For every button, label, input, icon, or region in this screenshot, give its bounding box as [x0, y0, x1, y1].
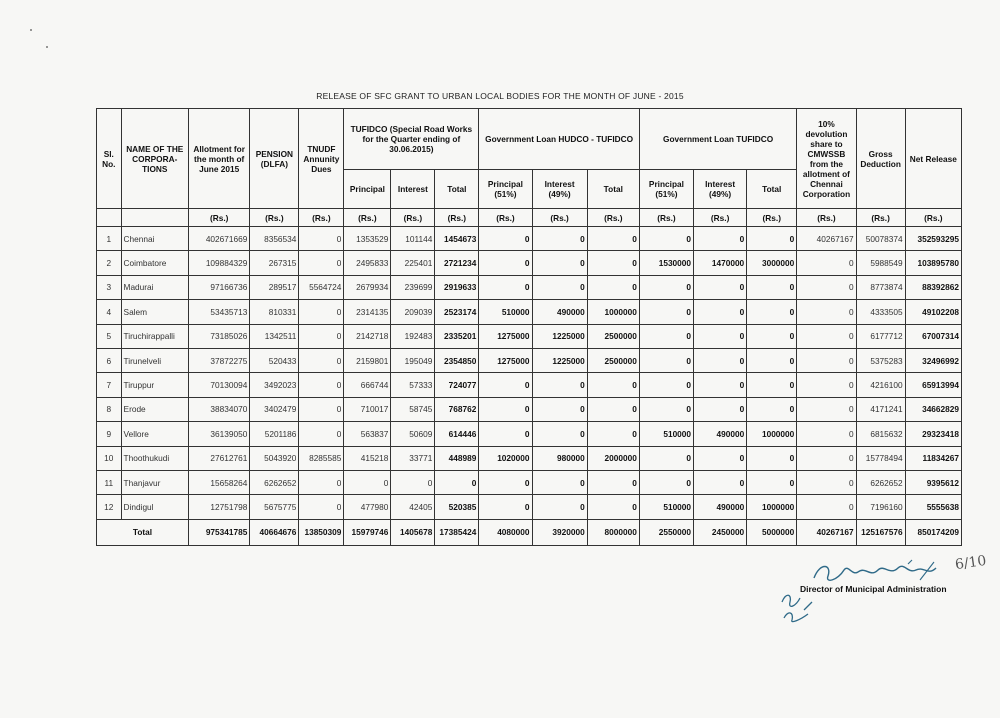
- col-header-net: Net Release: [905, 109, 961, 209]
- amount-cell: 0: [694, 446, 747, 470]
- amount-cell: 810331: [250, 300, 299, 324]
- amount-cell: 49102208: [905, 300, 961, 324]
- amount-cell: 415218: [344, 446, 391, 470]
- amount-cell: 0: [694, 300, 747, 324]
- table-row: [97, 373, 962, 397]
- unit-cell: (Rs.): [797, 209, 856, 227]
- amount-cell: 239699: [391, 275, 435, 299]
- amount-cell: 0: [299, 397, 344, 421]
- corporation-name-cell: Dindigul: [121, 495, 188, 519]
- col-header-devolution: 10% devolution share to CMWSSB from the allotment of Chennai Corporation: [797, 109, 856, 209]
- sl-no-cell: 1: [97, 227, 122, 251]
- amount-cell: 0: [532, 251, 587, 275]
- amount-cell: 520385: [435, 495, 479, 519]
- col-header-sl-no: Sl. No.: [97, 109, 122, 209]
- amount-cell: 2500000: [587, 348, 639, 372]
- unit-cell: (Rs.): [435, 209, 479, 227]
- amount-cell: 0: [532, 275, 587, 299]
- amount-cell: 0: [797, 495, 856, 519]
- amount-cell: 1000000: [747, 495, 797, 519]
- total-amount-cell: 5000000: [747, 519, 797, 545]
- corporation-name-cell: Chennai: [121, 227, 188, 251]
- amount-cell: 0: [694, 373, 747, 397]
- amount-cell: 57333: [391, 373, 435, 397]
- sl-no-cell: 10: [97, 446, 122, 470]
- amount-cell: 0: [299, 324, 344, 348]
- amount-cell: 1000000: [587, 300, 639, 324]
- amount-cell: 0: [587, 227, 639, 251]
- amount-cell: 37872275: [189, 348, 250, 372]
- amount-cell: 666744: [344, 373, 391, 397]
- amount-cell: 58745: [391, 397, 435, 421]
- unit-cell: (Rs.): [587, 209, 639, 227]
- amount-cell: 4171241: [856, 397, 905, 421]
- amount-cell: 8356534: [250, 227, 299, 251]
- amount-cell: 614446: [435, 422, 479, 446]
- subheader-principal: Principal: [344, 170, 391, 209]
- amount-cell: 0: [479, 495, 532, 519]
- unit-cell: (Rs.): [905, 209, 961, 227]
- table-row: [97, 397, 962, 421]
- amount-cell: 5988549: [856, 251, 905, 275]
- total-amount-cell: 1405678: [391, 519, 435, 545]
- amount-cell: 0: [747, 275, 797, 299]
- amount-cell: 2314135: [344, 300, 391, 324]
- amount-cell: 477980: [344, 495, 391, 519]
- amount-cell: 448989: [435, 446, 479, 470]
- table-row: [97, 251, 962, 275]
- amount-cell: 0: [587, 470, 639, 494]
- amount-cell: 0: [479, 251, 532, 275]
- amount-cell: 1225000: [532, 348, 587, 372]
- amount-cell: 289517: [250, 275, 299, 299]
- total-amount-cell: 4080000: [479, 519, 532, 545]
- amount-cell: 1454673: [435, 227, 479, 251]
- total-label: Total: [97, 519, 189, 545]
- amount-cell: 15658264: [189, 470, 250, 494]
- amount-cell: 2354850: [435, 348, 479, 372]
- amount-cell: 0: [639, 300, 693, 324]
- header-row-1: [97, 109, 962, 170]
- table-row: [97, 470, 962, 494]
- col-header-tnudf: TNUDF Annunity Dues: [299, 109, 344, 209]
- amount-cell: 0: [639, 446, 693, 470]
- table-row: [97, 495, 962, 519]
- amount-cell: 73185026: [189, 324, 250, 348]
- sl-no-cell: 2: [97, 251, 122, 275]
- unit-cell: (Rs.): [694, 209, 747, 227]
- amount-cell: 0: [797, 324, 856, 348]
- amount-cell: 0: [747, 470, 797, 494]
- amount-cell: 0: [587, 251, 639, 275]
- corporation-name-cell: Erode: [121, 397, 188, 421]
- unit-cell: (Rs.): [856, 209, 905, 227]
- amount-cell: 5564724: [299, 275, 344, 299]
- amount-cell: 0: [587, 495, 639, 519]
- amount-cell: 0: [797, 373, 856, 397]
- amount-cell: 6262652: [856, 470, 905, 494]
- amount-cell: 1275000: [479, 324, 532, 348]
- sl-no-cell: 3: [97, 275, 122, 299]
- amount-cell: 109884329: [189, 251, 250, 275]
- amount-cell: 0: [694, 275, 747, 299]
- sl-no-cell: 9: [97, 422, 122, 446]
- amount-cell: 710017: [344, 397, 391, 421]
- amount-cell: 36139050: [189, 422, 250, 446]
- amount-cell: 0: [299, 348, 344, 372]
- amount-cell: 490000: [694, 495, 747, 519]
- amount-cell: 0: [639, 373, 693, 397]
- unit-cell: (Rs.): [189, 209, 250, 227]
- amount-cell: 2721234: [435, 251, 479, 275]
- amount-cell: 103895780: [905, 251, 961, 275]
- amount-cell: 490000: [694, 422, 747, 446]
- amount-cell: 352593295: [905, 227, 961, 251]
- table-row: [97, 275, 962, 299]
- amount-cell: 0: [639, 397, 693, 421]
- sl-no-cell: 5: [97, 324, 122, 348]
- amount-cell: 0: [797, 300, 856, 324]
- amount-cell: 1020000: [479, 446, 532, 470]
- amount-cell: 768762: [435, 397, 479, 421]
- amount-cell: 0: [299, 227, 344, 251]
- amount-cell: 563837: [344, 422, 391, 446]
- page-title: RELEASE OF SFC GRANT TO URBAN LOCAL BODIES FOR THE MONTH OF JUNE - 2015: [316, 91, 684, 101]
- amount-cell: 8285585: [299, 446, 344, 470]
- scan-speck: [46, 46, 48, 48]
- amount-cell: 33771: [391, 446, 435, 470]
- unit-cell: (Rs.): [532, 209, 587, 227]
- amount-cell: 6177712: [856, 324, 905, 348]
- amount-cell: 0: [532, 373, 587, 397]
- corporation-name-cell: Thoothukudi: [121, 446, 188, 470]
- amount-cell: 0: [532, 397, 587, 421]
- subheader-interest-49: Interest (49%): [532, 170, 587, 209]
- amount-cell: 6262652: [250, 470, 299, 494]
- total-amount-cell: 40664676: [250, 519, 299, 545]
- amount-cell: 1342511: [250, 324, 299, 348]
- amount-cell: 0: [639, 227, 693, 251]
- table-row: [97, 422, 962, 446]
- amount-cell: 101144: [391, 227, 435, 251]
- subheader-principal-51: Principal (51%): [639, 170, 693, 209]
- amount-cell: 0: [479, 373, 532, 397]
- amount-cell: 4216100: [856, 373, 905, 397]
- sl-no-cell: 12: [97, 495, 122, 519]
- amount-cell: 0: [694, 324, 747, 348]
- amount-cell: 0: [694, 397, 747, 421]
- sl-no-cell: 4: [97, 300, 122, 324]
- amount-cell: 0: [344, 470, 391, 494]
- amount-cell: 65913994: [905, 373, 961, 397]
- col-header-pension: PENSION (DLFA): [250, 109, 299, 209]
- amount-cell: 67007314: [905, 324, 961, 348]
- amount-cell: 5201186: [250, 422, 299, 446]
- amount-cell: 0: [747, 446, 797, 470]
- amount-cell: 510000: [639, 495, 693, 519]
- amount-cell: 0: [479, 397, 532, 421]
- subheader-principal-51: Principal (51%): [479, 170, 532, 209]
- amount-cell: 0: [694, 470, 747, 494]
- amount-cell: 490000: [532, 300, 587, 324]
- amount-cell: 0: [299, 300, 344, 324]
- amount-cell: 2495833: [344, 251, 391, 275]
- amount-cell: 1000000: [747, 422, 797, 446]
- amount-cell: 0: [587, 373, 639, 397]
- corporation-name-cell: Madurai: [121, 275, 188, 299]
- table-row: [97, 300, 962, 324]
- amount-cell: 0: [797, 397, 856, 421]
- amount-cell: 0: [797, 422, 856, 446]
- total-amount-cell: 15979746: [344, 519, 391, 545]
- amount-cell: 520433: [250, 348, 299, 372]
- corporation-name-cell: Coimbatore: [121, 251, 188, 275]
- amount-cell: 27612761: [189, 446, 250, 470]
- subheader-interest-49: Interest (49%): [694, 170, 747, 209]
- handwritten-signature: [808, 558, 958, 586]
- corporation-name-cell: Tirunelveli: [121, 348, 188, 372]
- amount-cell: 0: [747, 300, 797, 324]
- amount-cell: 53435713: [189, 300, 250, 324]
- unit-cell: (Rs.): [344, 209, 391, 227]
- amount-cell: 0: [797, 446, 856, 470]
- amount-cell: 2159801: [344, 348, 391, 372]
- corner-mark: 6/10: [954, 552, 988, 574]
- amount-cell: 192483: [391, 324, 435, 348]
- col-group-govt-tufidco: Government Loan TUFIDCO: [639, 109, 796, 170]
- amount-cell: 6815632: [856, 422, 905, 446]
- scan-speck: [30, 29, 32, 31]
- table-row: [97, 446, 962, 470]
- amount-cell: 88392862: [905, 275, 961, 299]
- handwritten-initials: [778, 590, 818, 626]
- unit-cell: (Rs.): [299, 209, 344, 227]
- amount-cell: 0: [435, 470, 479, 494]
- amount-cell: 3402479: [250, 397, 299, 421]
- amount-cell: 0: [694, 348, 747, 372]
- amount-cell: 12751798: [189, 495, 250, 519]
- total-row: [97, 519, 962, 545]
- total-amount-cell: 13850309: [299, 519, 344, 545]
- sl-no-cell: 6: [97, 348, 122, 372]
- subheader-total: Total: [587, 170, 639, 209]
- col-header-gross: Gross Deduction: [856, 109, 905, 209]
- amount-cell: 7196160: [856, 495, 905, 519]
- amount-cell: 38834070: [189, 397, 250, 421]
- unit-cell: (Rs.): [250, 209, 299, 227]
- amount-cell: 29323418: [905, 422, 961, 446]
- director-label: Director of Municipal Administration: [800, 584, 947, 594]
- amount-cell: 1353529: [344, 227, 391, 251]
- amount-cell: 11834267: [905, 446, 961, 470]
- amount-cell: 0: [587, 397, 639, 421]
- amount-cell: 5375283: [856, 348, 905, 372]
- amount-cell: 97166736: [189, 275, 250, 299]
- amount-cell: 8773874: [856, 275, 905, 299]
- amount-cell: 5043920: [250, 446, 299, 470]
- amount-cell: 4333505: [856, 300, 905, 324]
- total-amount-cell: 975341785: [189, 519, 250, 545]
- amount-cell: 2919633: [435, 275, 479, 299]
- amount-cell: 402671669: [189, 227, 250, 251]
- corporation-name-cell: Tiruppur: [121, 373, 188, 397]
- amount-cell: 0: [299, 495, 344, 519]
- amount-cell: 70130094: [189, 373, 250, 397]
- amount-cell: 34662829: [905, 397, 961, 421]
- amount-cell: 0: [747, 348, 797, 372]
- amount-cell: 5675775: [250, 495, 299, 519]
- amount-cell: 0: [694, 227, 747, 251]
- amount-cell: 0: [747, 324, 797, 348]
- table-row: [97, 227, 962, 251]
- total-amount-cell: 17385424: [435, 519, 479, 545]
- amount-cell: 0: [299, 373, 344, 397]
- total-amount-cell: 2550000: [639, 519, 693, 545]
- amount-cell: 0: [479, 227, 532, 251]
- amount-cell: 1470000: [694, 251, 747, 275]
- amount-cell: 2679934: [344, 275, 391, 299]
- amount-cell: 0: [639, 470, 693, 494]
- amount-cell: 267315: [250, 251, 299, 275]
- sl-no-cell: 8: [97, 397, 122, 421]
- amount-cell: 2523174: [435, 300, 479, 324]
- corporation-name-cell: Tiruchirappalli: [121, 324, 188, 348]
- amount-cell: 2142718: [344, 324, 391, 348]
- unit-cell: (Rs.): [479, 209, 532, 227]
- amount-cell: 15778494: [856, 446, 905, 470]
- amount-cell: 0: [299, 470, 344, 494]
- amount-cell: 2335201: [435, 324, 479, 348]
- col-group-hudco-tufidco: Government Loan HUDCO - TUFIDCO: [479, 109, 640, 170]
- amount-cell: 0: [532, 422, 587, 446]
- amount-cell: 2500000: [587, 324, 639, 348]
- subheader-total: Total: [747, 170, 797, 209]
- amount-cell: 1275000: [479, 348, 532, 372]
- amount-cell: 0: [299, 422, 344, 446]
- total-amount-cell: 850174209: [905, 519, 961, 545]
- subheader-total: Total: [435, 170, 479, 209]
- amount-cell: 195049: [391, 348, 435, 372]
- amount-cell: 724077: [435, 373, 479, 397]
- unit-cell: (Rs.): [391, 209, 435, 227]
- amount-cell: 9395612: [905, 470, 961, 494]
- table-row: [97, 324, 962, 348]
- total-amount-cell: 8000000: [587, 519, 639, 545]
- amount-cell: 3492023: [250, 373, 299, 397]
- amount-cell: 0: [587, 275, 639, 299]
- amount-cell: 3000000: [747, 251, 797, 275]
- total-amount-cell: 125167576: [856, 519, 905, 545]
- amount-cell: 0: [797, 348, 856, 372]
- col-header-name: NAME OF THE CORPORA-TIONS: [121, 109, 188, 209]
- amount-cell: 0: [747, 397, 797, 421]
- total-amount-cell: 2450000: [694, 519, 747, 545]
- corporation-name-cell: Thanjavur: [121, 470, 188, 494]
- amount-cell: 0: [479, 470, 532, 494]
- unit-cell: (Rs.): [639, 209, 693, 227]
- amount-cell: 0: [532, 227, 587, 251]
- corporation-name-cell: Vellore: [121, 422, 188, 446]
- amount-cell: 0: [391, 470, 435, 494]
- unit-cell: (Rs.): [747, 209, 797, 227]
- amount-cell: 50609: [391, 422, 435, 446]
- amount-cell: 510000: [479, 300, 532, 324]
- amount-cell: 209039: [391, 300, 435, 324]
- amount-cell: 32496992: [905, 348, 961, 372]
- amount-cell: 0: [532, 495, 587, 519]
- amount-cell: 50078374: [856, 227, 905, 251]
- units-row: [97, 209, 962, 227]
- amount-cell: 42405: [391, 495, 435, 519]
- amount-cell: 225401: [391, 251, 435, 275]
- amount-cell: 0: [532, 470, 587, 494]
- amount-cell: 0: [797, 251, 856, 275]
- amount-cell: 0: [587, 422, 639, 446]
- total-amount-cell: 3920000: [532, 519, 587, 545]
- col-group-tufidco: TUFIDCO (Special Road Works for the Quarter ending of 30.06.2015): [344, 109, 479, 170]
- amount-cell: 0: [797, 470, 856, 494]
- amount-cell: 1530000: [639, 251, 693, 275]
- amount-cell: 2000000: [587, 446, 639, 470]
- amount-cell: 0: [299, 251, 344, 275]
- amount-cell: 0: [639, 275, 693, 299]
- sfc-grant-table: [96, 108, 962, 546]
- total-amount-cell: 40267167: [797, 519, 856, 545]
- corporation-name-cell: Salem: [121, 300, 188, 324]
- amount-cell: 1225000: [532, 324, 587, 348]
- amount-cell: 0: [747, 227, 797, 251]
- amount-cell: 510000: [639, 422, 693, 446]
- amount-cell: 0: [747, 373, 797, 397]
- amount-cell: 5555638: [905, 495, 961, 519]
- amount-cell: 0: [639, 348, 693, 372]
- sl-no-cell: 7: [97, 373, 122, 397]
- sl-no-cell: 11: [97, 470, 122, 494]
- amount-cell: 0: [639, 324, 693, 348]
- col-header-allotment: Allotment for the month of June 2015: [189, 109, 250, 209]
- amount-cell: 0: [797, 275, 856, 299]
- amount-cell: 0: [479, 422, 532, 446]
- amount-cell: 980000: [532, 446, 587, 470]
- amount-cell: 0: [479, 275, 532, 299]
- subheader-interest: Interest: [391, 170, 435, 209]
- amount-cell: 40267167: [797, 227, 856, 251]
- table-row: [97, 348, 962, 372]
